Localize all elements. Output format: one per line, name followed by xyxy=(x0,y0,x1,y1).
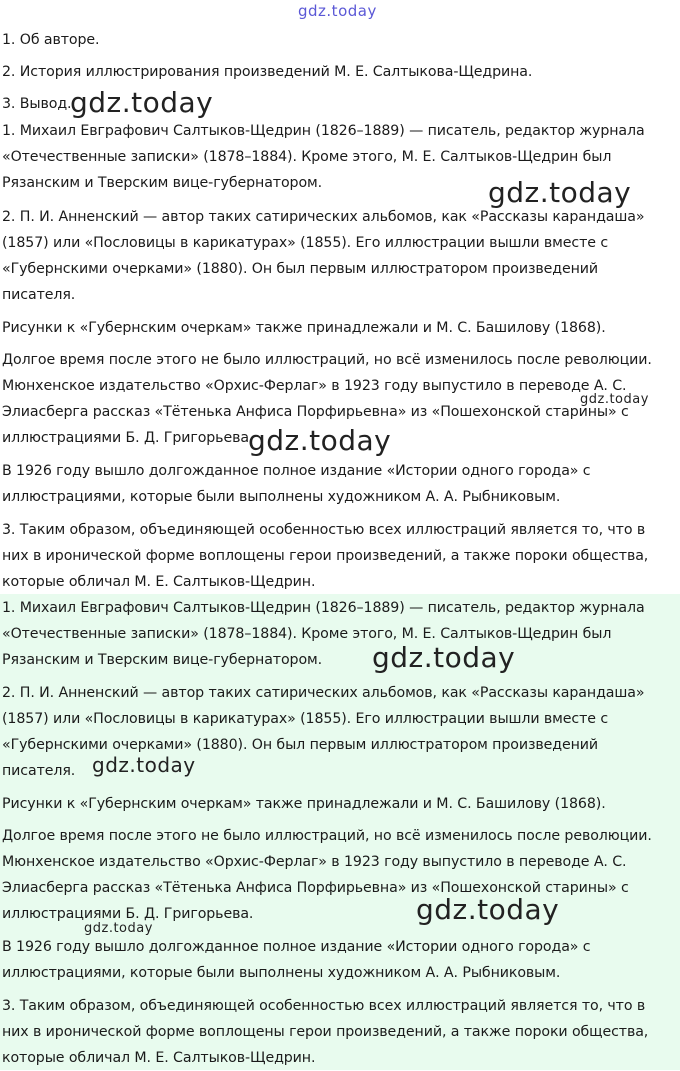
essay-paragraph-annensky: 2. П. И. Анненский — автор таких сатирических альбомов, как «Рассказы карандаша» (1857) или «Пословицы в карикатурах» (1855). Его иллюстрации вышли вместе с «Губернскими очерками» (1880). Он был первым иллюстратором произведений писателя. xyxy=(2,209,645,303)
essay-paragraph-revolution: Долгое время после этого не было иллюстраций, но всё изменилось после революции. Мюнхенское издательство «Орхис-Ферлаг» в 1923 году выпустило в переводе А. С. Элиасберга рассказ «Тётенька Анфиса Порфирьевна» из «Пошехонской старины» с иллюстрациями Б. Д. Григорьева. xyxy=(2,828,652,922)
watermark-8: gdz.today xyxy=(84,921,153,936)
watermark-7: gdz.today xyxy=(416,893,560,926)
watermark-3: gdz.today xyxy=(580,392,649,407)
essay-paragraph-annensky: 2. П. И. Анненский — автор таких сатирических альбомов, как «Рассказы карандаша» (1857) или «Пословицы в карикатурах» (1855). Его иллюстрации вышли вместе с «Губернскими очерками» (1880). Он был первым иллюстратором произведений писателя. xyxy=(2,685,645,779)
essay-paragraph-conclusion: 3. Таким образом, объединяющей особенностью всех иллюстраций является то, что в них в иронической форме воплощены герои произведений, а также пороки общества, которые обличал М. Е. Салтыков-Щедрин. xyxy=(2,998,649,1066)
essay-paragraph-conclusion: 3. Таким образом, объединяющей особенностью всех иллюстраций является то, что в них в иронической форме воплощены герои произведений, а также пороки общества, которые обличал М. Е. Салтыков-Щедрин. xyxy=(2,522,649,590)
watermark-4: gdz.today xyxy=(248,424,392,457)
watermark-5: gdz.today xyxy=(372,641,516,674)
watermark-top: gdz.today xyxy=(298,2,377,20)
essay-paragraph-bashilov: Рисунки к «Губернским очеркам» также принадлежали и М. С. Башилову (1868). xyxy=(2,320,606,336)
essay-paragraph-rybnikov: В 1926 году вышло долгожданное полное издание «Истории одного города» с иллюстрациями, которые были выполнены художником А. А. Рыбниковым. xyxy=(2,939,591,981)
plan-item-1: 1. Об авторе. xyxy=(2,32,100,48)
watermark-2: gdz.today xyxy=(488,176,632,209)
watermark-1: gdz.today xyxy=(70,86,214,119)
essay-block-highlighted xyxy=(0,594,680,1070)
watermark-6: gdz.today xyxy=(92,753,196,777)
plan-item-3: 3. Вывод. xyxy=(2,96,72,112)
essay-paragraph-author: 1. Михаил Евграфович Салтыков-Щедрин (1826–1889) — писатель, редактор журнала «Отечественные записки» (1878–1884). Кроме этого, М. Е. Салтыков-Щедрин был Рязанским и Тверским вице-губернатором. xyxy=(2,600,645,668)
plan-item-2: 2. История иллюстрирования произведений М. Е. Салтыкова-Щедрина. xyxy=(2,64,533,80)
essay-paragraph-rybnikov: В 1926 году вышло долгожданное полное издание «Истории одного города» с иллюстрациями, которые были выполнены художником А. А. Рыбниковым. xyxy=(2,463,591,505)
essay-paragraph-bashilov: Рисунки к «Губернским очеркам» также принадлежали и М. С. Башилову (1868). xyxy=(2,796,606,812)
essay-paragraph-revolution: Долгое время после этого не было иллюстраций, но всё изменилось после революции. Мюнхенское издательство «Орхис-Ферлаг» в 1923 году выпустило в переводе А. С. Элиасберга рассказ «Тётенька Анфиса Порфирьевна» из «Пошехонской старины» с иллюстрациями Б. Д. Григорьева. xyxy=(2,352,652,446)
essay-paragraph-author: 1. Михаил Евграфович Салтыков-Щедрин (1826–1889) — писатель, редактор журнала «Отечественные записки» (1878–1884). Кроме этого, М. Е. Салтыков-Щедрин был Рязанским и Тверским вице-губернатором. xyxy=(2,123,645,191)
